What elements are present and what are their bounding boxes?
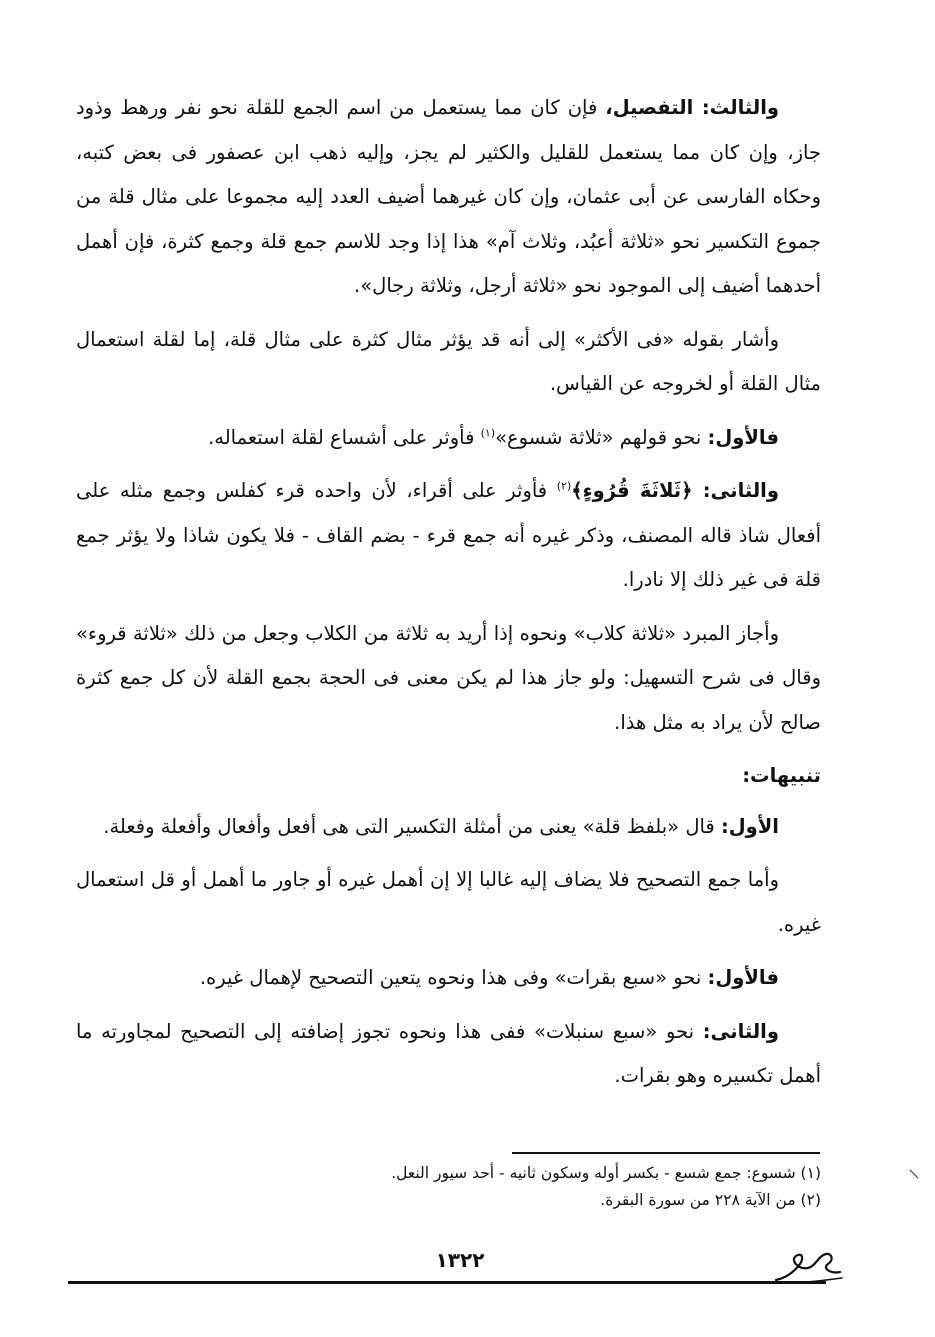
paragraph-lead: والثالث: التفصيل، bbox=[605, 96, 779, 119]
quran-quote: ﴿ثَلاثَةَ قُرُوءٍ﴾ bbox=[571, 479, 703, 502]
paragraph-text: قال «بلفظ قلة» يعنى من أمثلة التكسير التى هى أفعل وأفعال وأفعلة وفعلة. bbox=[103, 814, 721, 838]
paragraph-second-quru bbox=[76, 469, 821, 603]
bottom-divider bbox=[68, 1281, 826, 1284]
paragraph-note-first bbox=[76, 805, 821, 850]
main-text bbox=[76, 86, 821, 1108]
footnote-1: (١) شسوع: جمع شسع - بكسر أوله وسكون ثانيه - أحد سيور النعل. bbox=[391, 1164, 821, 1182]
paragraph-tashih bbox=[76, 858, 821, 947]
paragraph-text: فإن كان مما يستعمل من اسم الجمع للقلة نحو نفر ورهط وذود جاز، وإن كان مما يستعمل للقليل والكثير لم يجز، وإليه ذهب ابن عصفور فى بعض كتبه، وحكاه الفارسى عن أبى عثمان، وإن كان غيرهما أضيف العدد إليه مجموعا على مثال قلة من جموع التكسير نحو «ثلاثة أعبُد، وثلاث آم» هذا إذا وجد للاسم جمع قلة وجمع كثرة، فإن أهمل أحدهما أضيف إلى الموجود نحو «ثلاثة أرجل، وثلاثة رجال». bbox=[76, 96, 821, 297]
paragraph-lead: والثانى: bbox=[702, 1019, 779, 1043]
paragraph-lead: فالأول: bbox=[707, 425, 779, 449]
paragraph-fi-al-akthar bbox=[76, 318, 821, 407]
paragraph-lead: فالأول: bbox=[707, 966, 779, 989]
page-number: ١٣٢٢ bbox=[435, 1248, 485, 1272]
paragraph-first-baqarat bbox=[76, 956, 821, 1001]
paragraph-first-shusu bbox=[76, 416, 821, 461]
footnote-2: (٢) من الآية ٢٢٨ من سورة البقرة. bbox=[600, 1191, 821, 1209]
paragraph-second-sunbulat bbox=[76, 1010, 821, 1099]
paragraph-third-detail bbox=[76, 86, 821, 309]
paragraph-text: وأشار بقوله «فى الأكثر» إلى أنه قد يؤثر مثال كثرة على مثال قلة، إما لقلة استعمال مثال القلة أو لخروجه عن القياس. bbox=[76, 327, 821, 395]
stray-mark-icon bbox=[908, 1168, 920, 1180]
paragraph-lead: الأول: bbox=[720, 814, 779, 838]
paragraph-text: وأما جمع التصحيح فلا يضاف إليه غالبا إلا إن أهمل غيره أو جاور ما أهمل أو قل استعمال غيره. bbox=[76, 868, 821, 936]
handwritten-signature-icon bbox=[772, 1242, 844, 1288]
paragraph-mubarrad bbox=[76, 612, 821, 746]
paragraph-text: نحو «سبع بقرات» وفى هذا ونحوه يتعين التصحيح لإهمال غيره. bbox=[199, 966, 708, 989]
paragraph-text: نحو «سبع سنبلات» ففى هذا ونحوه تجوز إضافته إلى التصحيح لمجاورته ما أهمل تكسيره وهو بقرات. bbox=[76, 1019, 821, 1087]
paragraph-text: وأجاز المبرد «ثلاثة كلاب» ونحوه إذا أريد به ثلاثة من الكلاب وجعل من ذلك «ثلاثة قروء» وقال فى شرح التسهيل: ولو جاز هذا لم يكن معنى فى الحجة بجمع القلة لأن كل جمع كثرة صالح لأن يراد به مثل هذا. bbox=[76, 621, 821, 734]
footnote-divider bbox=[512, 1152, 820, 1154]
paragraph-lead: والثانى: bbox=[702, 479, 779, 502]
footnote-ref-2[interactable]: (٢) bbox=[556, 479, 572, 493]
paragraph-text: نحو قولهم «ثلاثة شسوع» bbox=[495, 425, 708, 449]
footnote-ref-1[interactable]: (١) bbox=[480, 426, 496, 439]
footnotes bbox=[261, 1160, 821, 1214]
section-heading: تنبيهات: bbox=[742, 764, 821, 787]
paragraph-text-rest: فأوثر على أشساع لقلة استعماله. bbox=[208, 425, 481, 449]
paragraph-text-rest: فأوثر على أقراء، لأن واحده قرء كفلس وجمع مثله على أفعال شاذ قاله المصنف، وذكر غيره أنه جمع قرء - بضم القاف - فلا يكون شاذا ولا يؤثر جمع قلة فى غير ذلك إلا نادرا. bbox=[76, 479, 821, 591]
